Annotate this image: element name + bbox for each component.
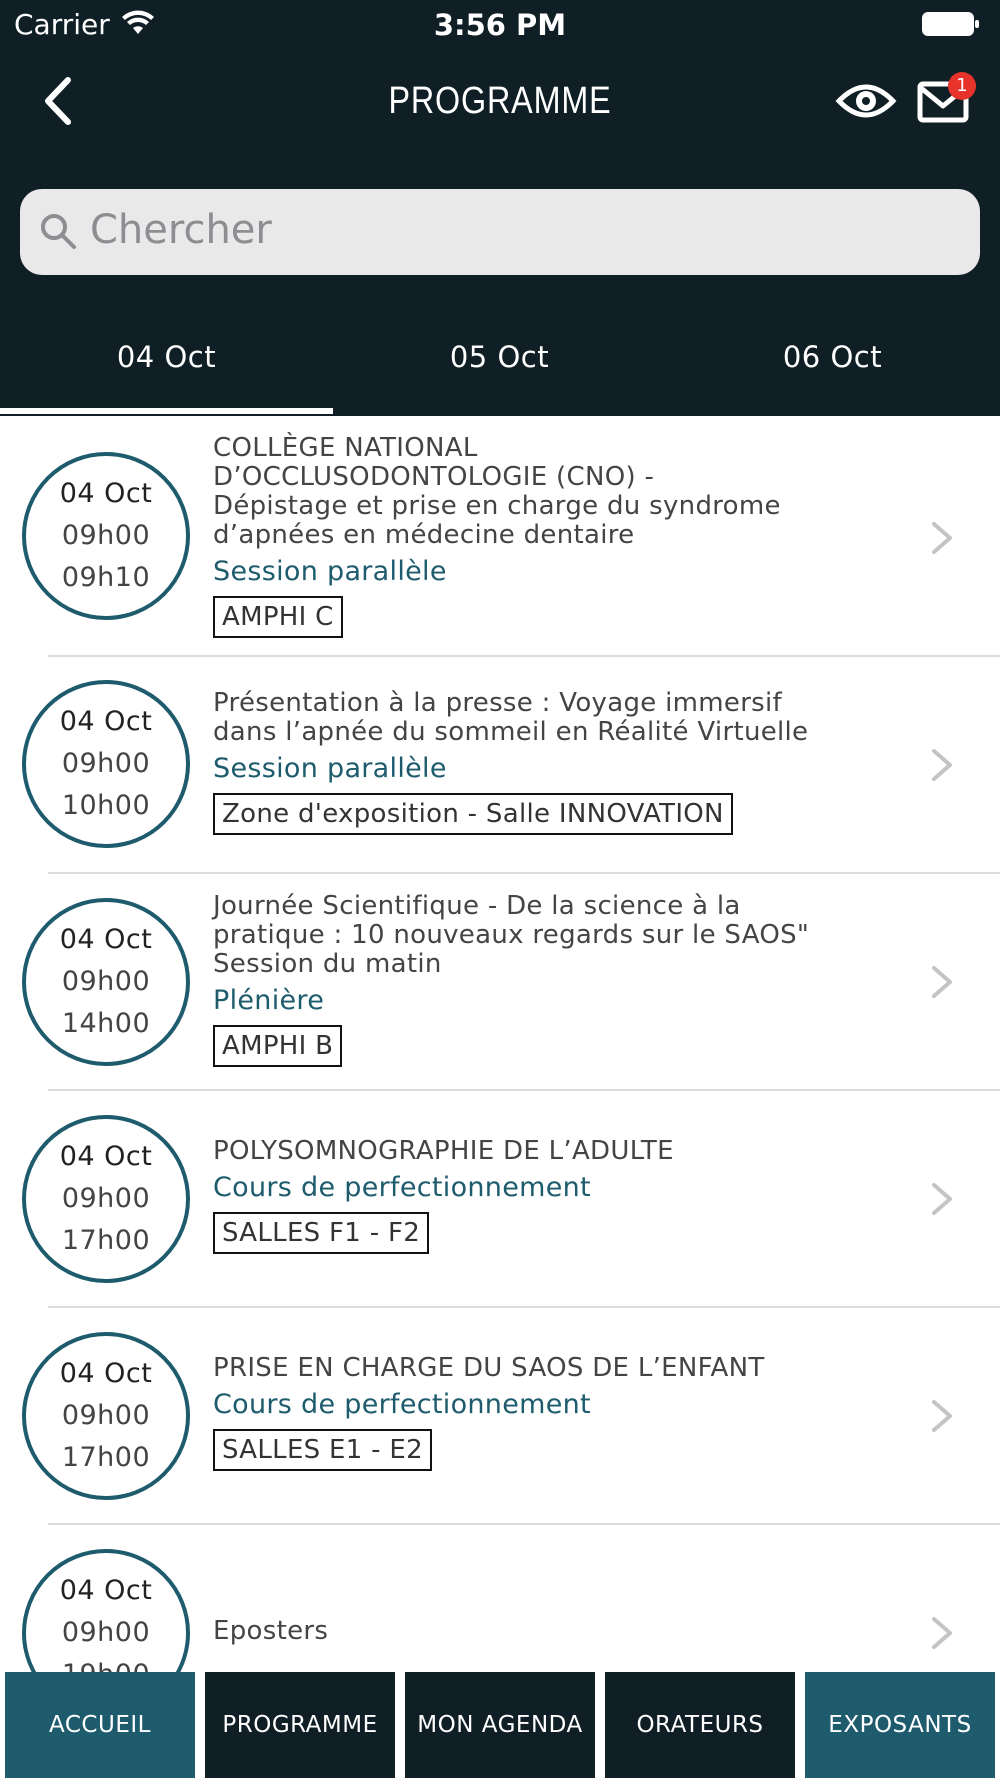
session-end-time: 17h00 <box>61 1225 151 1256</box>
session-title-line: POLYSOMNOGRAPHIE DE L’ADULTE <box>213 1136 674 1166</box>
session-end-time: 17h00 <box>61 1442 151 1473</box>
session-type: Session parallèle <box>213 556 447 587</box>
session-date: 04 Oct <box>59 1358 153 1389</box>
carrier-label: Carrier <box>14 8 110 41</box>
session-end-time: 14h00 <box>61 1008 151 1039</box>
session-start-time: 09h00 <box>61 748 151 779</box>
session-start-time: 09h00 <box>61 1183 151 1214</box>
tab-mon-agenda[interactable] <box>405 1672 595 1778</box>
session-room: AMPHI B <box>213 1025 342 1067</box>
session-start-time: 09h00 <box>61 1617 151 1648</box>
list-item[interactable] <box>0 1091 1000 1308</box>
list-item[interactable] <box>0 874 1000 1091</box>
session-title-line: PRISE EN CHARGE DU SAOS DE L’ENFANT <box>213 1353 765 1383</box>
tab-label: 05 Oct <box>449 340 550 374</box>
session-title <box>213 1617 863 1646</box>
session-room: SALLES E1 - E2 <box>213 1429 432 1471</box>
session-title <box>213 1354 863 1383</box>
session-list[interactable] <box>0 416 1000 1672</box>
tab-selected-indicator <box>0 408 333 414</box>
date-time-circle <box>22 1332 190 1500</box>
session-room: Zone d'exposition - Salle INNOVATION <box>213 793 733 835</box>
session-room: AMPHI C <box>213 596 343 638</box>
session-end-time: 10h00 <box>61 790 151 821</box>
search-placeholder: Chercher <box>90 207 272 253</box>
session-details <box>213 1354 863 1471</box>
tab-orateurs[interactable] <box>605 1672 795 1778</box>
navigation-bar <box>0 50 1000 155</box>
session-title-line: dans l’apnée du sommeil en Réalité Virtuelle <box>213 717 809 747</box>
tab-exposants[interactable] <box>805 1672 995 1778</box>
session-title-line: D’OCCLUSODONTOLOGIE (CNO) - <box>213 462 655 492</box>
session-type: Cours de perfectionnement <box>213 1172 591 1203</box>
session-title-line: Session du matin <box>213 949 442 979</box>
session-title-line: pratique : 10 nouveaux regards sur le SAOS" <box>213 920 810 950</box>
session-title-line: Présentation à la presse : Voyage immersif <box>213 688 783 718</box>
session-start-time: 09h00 <box>61 1400 151 1431</box>
tab-programme[interactable] <box>205 1672 395 1778</box>
tab-label: ACCUEIL <box>49 1712 151 1738</box>
date-time-circle <box>22 680 190 848</box>
session-end-time: 09h10 <box>61 562 151 593</box>
chevron-right-icon <box>928 962 956 1002</box>
tab-06-oct[interactable] <box>666 300 999 416</box>
battery-icon <box>922 12 980 36</box>
page-title: PROGRAMME <box>388 80 612 122</box>
status-bar <box>0 0 1000 50</box>
date-tabs <box>0 300 1000 416</box>
session-date: 04 Oct <box>59 1141 153 1172</box>
tab-label: 06 Oct <box>782 340 883 374</box>
date-time-circle <box>22 898 190 1066</box>
notification-badge: 1 <box>948 72 976 100</box>
list-item[interactable] <box>0 657 1000 874</box>
session-details <box>213 1617 863 1646</box>
chevron-left-icon <box>42 76 72 126</box>
search-input[interactable] <box>20 189 980 275</box>
tab-label: MON AGENDA <box>417 1712 583 1738</box>
tab-label: EXPOSANTS <box>828 1712 972 1738</box>
chevron-right-icon <box>928 745 956 785</box>
session-title <box>213 1137 863 1166</box>
tab-accueil[interactable] <box>5 1672 195 1778</box>
chevron-right-icon <box>928 518 956 558</box>
date-time-circle <box>22 452 190 620</box>
tab-label: 04 Oct <box>116 340 217 374</box>
session-title-line: d’apnées en médecine dentaire <box>213 520 635 550</box>
bottom-tab-bar <box>0 1672 1000 1778</box>
session-details <box>213 1137 863 1254</box>
eye-icon[interactable] <box>836 76 896 126</box>
session-title-line: Eposters <box>213 1616 329 1646</box>
tab-label: PROGRAMME <box>222 1712 378 1738</box>
search-icon <box>38 211 78 251</box>
session-date: 04 Oct <box>59 924 153 955</box>
session-date: 04 Oct <box>59 478 153 509</box>
status-time: 3:56 PM <box>433 8 567 42</box>
session-title <box>213 434 863 550</box>
session-type: Plénière <box>213 985 325 1016</box>
tab-label: ORATEURS <box>636 1712 764 1738</box>
list-item[interactable] <box>0 1308 1000 1525</box>
session-title <box>213 689 863 747</box>
session-title-line: COLLÈGE NATIONAL <box>213 433 478 463</box>
chevron-right-icon <box>928 1613 956 1653</box>
session-start-time: 09h00 <box>61 966 151 997</box>
tab-05-oct[interactable] <box>333 300 666 416</box>
session-start-time: 09h00 <box>61 520 151 551</box>
date-time-circle <box>22 1115 190 1283</box>
session-date: 04 Oct <box>59 706 153 737</box>
list-item[interactable] <box>0 416 1000 657</box>
session-title <box>213 892 863 979</box>
session-title-line: Journée Scientifique - De la science à la <box>213 891 741 921</box>
session-title-line: Dépistage et prise en charge du syndrome <box>213 491 781 521</box>
session-type: Cours de perfectionnement <box>213 1389 591 1420</box>
session-details <box>213 434 863 638</box>
session-type: Session parallèle <box>213 753 447 784</box>
session-date: 04 Oct <box>59 1575 153 1606</box>
session-room: SALLES F1 - F2 <box>213 1212 429 1254</box>
tab-04-oct[interactable] <box>0 300 333 416</box>
search-area <box>0 155 1000 300</box>
chevron-right-icon <box>928 1396 956 1436</box>
session-details <box>213 689 863 835</box>
chevron-right-icon <box>928 1179 956 1219</box>
session-details <box>213 892 863 1067</box>
